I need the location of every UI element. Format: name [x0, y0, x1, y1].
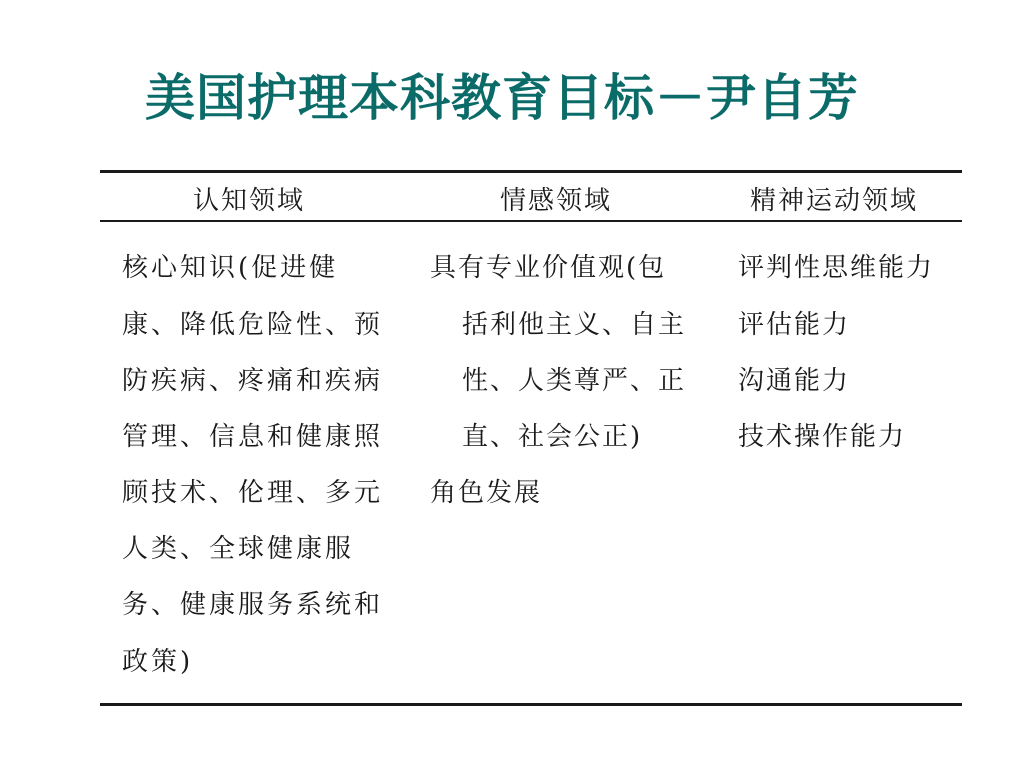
cognitive-cell-line: 核心知识(促进健: [122, 253, 339, 283]
slide-title: 美国护理本科教育目标－尹自芳: [145, 69, 859, 127]
cognitive-cell-line: 防疾病、疼痛和疾病: [122, 366, 384, 396]
psychomotor-cell-line: 评估能力: [738, 310, 851, 340]
cognitive-cell-line: 管理、信息和健康照: [122, 422, 384, 452]
psychomotor-cell-line: 技术操作能力: [738, 422, 907, 452]
table-bottom-rule: [100, 703, 962, 706]
cognitive-cell-line: 康、降低危险性、预: [122, 310, 384, 340]
psychomotor-cell-line: 评判性思维能力: [738, 253, 935, 283]
table-top-rule: [100, 170, 962, 173]
affective-cell-line: 性、人类尊严、正: [462, 366, 687, 396]
header-affective-domain: 情感领域: [500, 186, 613, 216]
cognitive-cell-line: 务、健康服务系统和: [122, 590, 384, 620]
header-cognitive-domain: 认知领域: [193, 186, 306, 216]
psychomotor-cell-line: 沟通能力: [738, 366, 851, 396]
affective-cell-line: 具有专业价值观(包: [430, 253, 667, 283]
cognitive-cell-line: 顾技术、伦理、多元: [122, 478, 384, 508]
affective-cell-line: 括利他主义、自主: [462, 310, 687, 340]
header-psychomotor-domain: 精神运动领域: [750, 186, 919, 216]
cognitive-cell-line: 人类、全球健康服: [122, 534, 355, 564]
affective-cell-line: 直、社会公正): [462, 422, 643, 452]
table-header-rule: [100, 220, 962, 222]
cognitive-cell-line: 政策): [122, 647, 194, 677]
affective-cell-line: 角色发展: [430, 478, 543, 508]
